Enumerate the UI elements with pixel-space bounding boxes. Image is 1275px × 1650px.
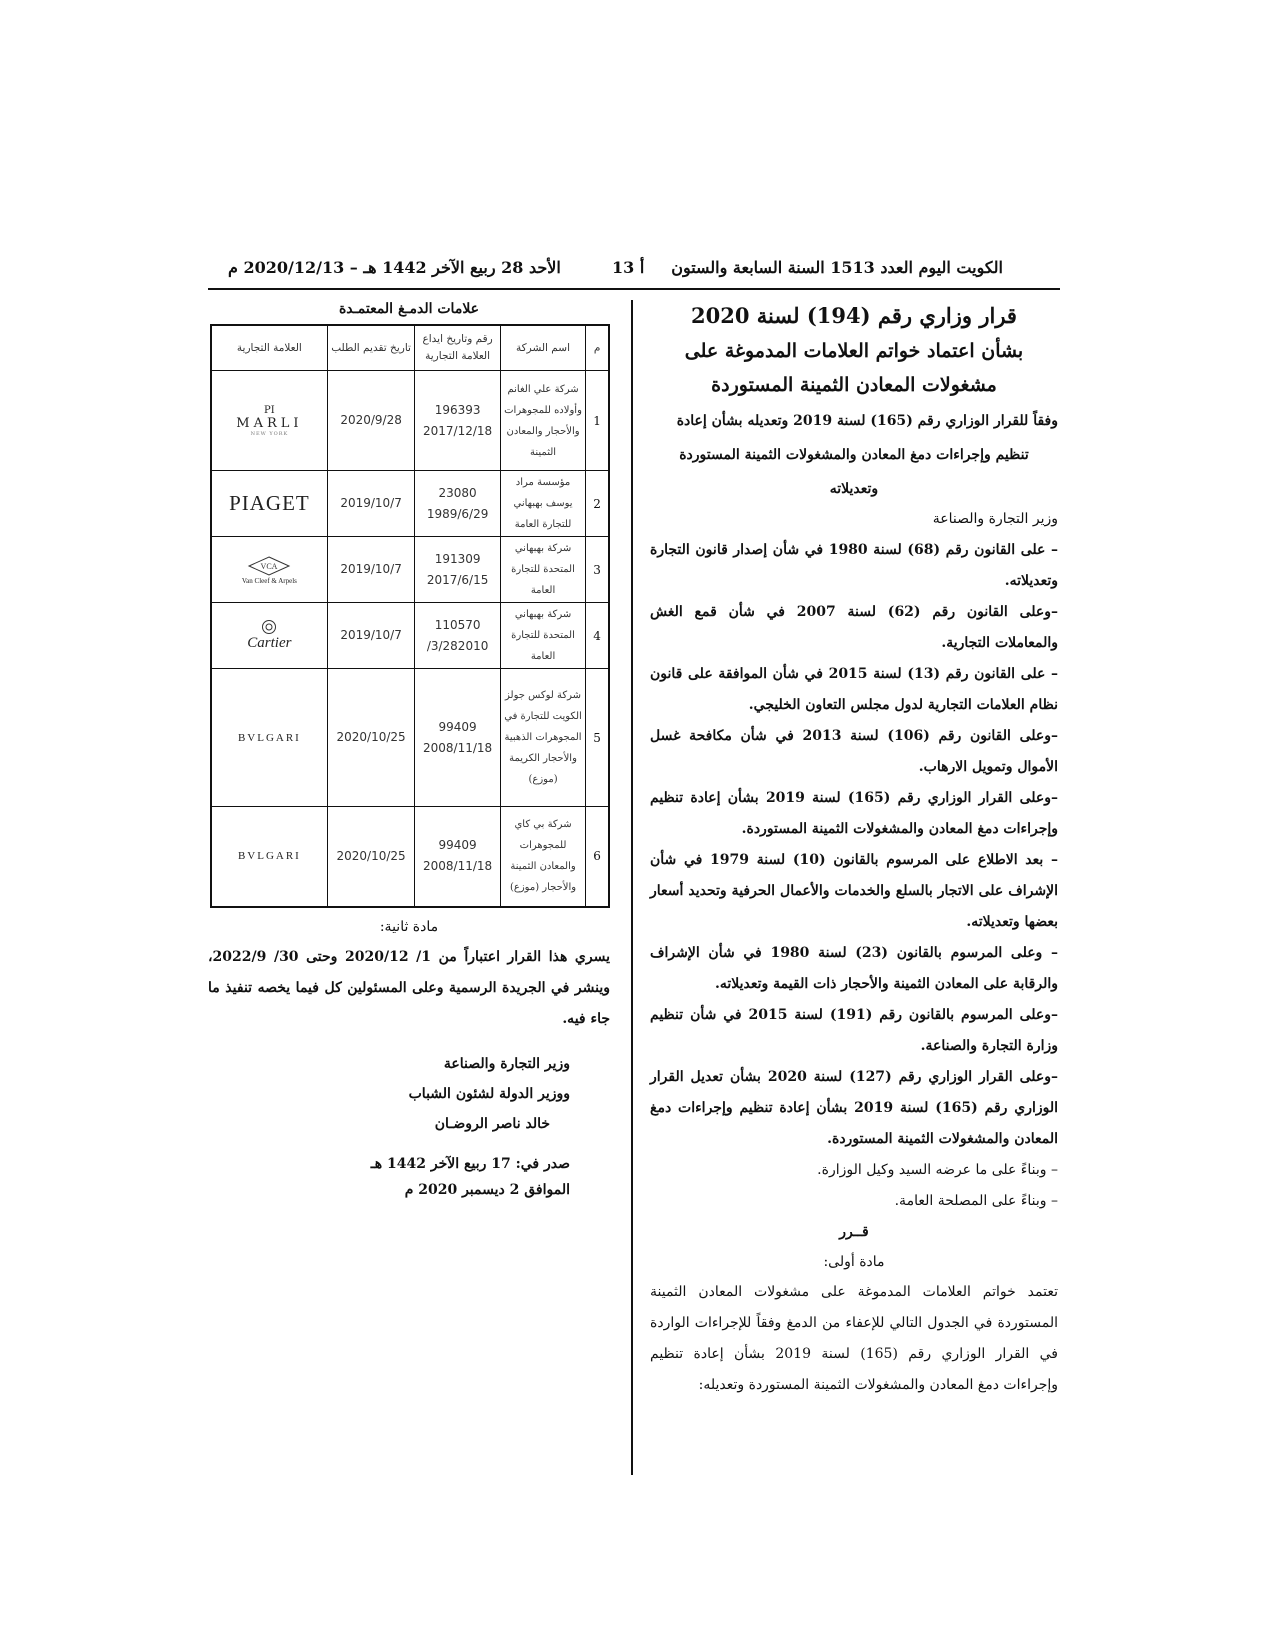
application-date: 2020/9/28: [327, 371, 415, 471]
application-date: 2019/10/7: [327, 471, 415, 537]
header-registration: رقم وتاريخ ايداع العلامة التجارية: [415, 325, 500, 371]
table-row: [211, 669, 609, 807]
issued-hijri: صدر في: 17 ربيع الآخر 1442 هـ: [370, 1155, 570, 1172]
recital: – بعد الاطلاع على المرسوم بالقانون (10) لسنة 1979 في شأن الإشراف على الاتجار بالسلع والخدمات والأعمال الحرفية وتحديد أسعار بعضها وتعديلاته.: [650, 852, 1059, 930]
row-number: 3: [586, 537, 609, 603]
article-1-text: تعتمد خواتم العلامات المدموغة على مشغولات المعادن الثمينة المستوردة في الجدول التالي للإعفاء من الدمغ وفقاً للإجراءات الواردة في القرار الوزاري رقم (165) لسنة 2019 بشأن إعادة تنظيم وإجراءات دمغ المعادن والمشغولات الثمينة المستوردة وتعديله:: [650, 1284, 1058, 1393]
cartier-emblem-icon: [260, 619, 278, 635]
registration-number: 99409: [438, 719, 477, 734]
recital: –وعلى القرار الوزاري رقم (165) لسنة 2019 بشأن إعادة تنظيم وإجراءات دمغ المعادن والمشغولات الثمينة المستوردة.: [650, 790, 1059, 837]
marli-logo-sub: NEW YORK: [250, 430, 289, 437]
application-date: 2020/10/25: [327, 669, 415, 807]
registration-number: 23080: [438, 485, 477, 500]
issued-gregorian: الموافق 2 ديسمبر 2020 م: [404, 1181, 570, 1198]
recital: – وبناءً على المصلحة العامة.: [894, 1193, 1058, 1209]
signatory-name: خالد ناصر الروضـان: [434, 1115, 550, 1132]
signature-line-2: ووزير الدولة لشئون الشباب: [408, 1085, 570, 1102]
svg-text:VCA: VCA: [260, 561, 278, 571]
header-issue-info: الكويت اليوم العدد 1513 السنة السابعة والستون: [671, 258, 1003, 277]
company-name: شركة بهبهاني المتحدة للتجارة العامة: [500, 537, 585, 603]
approved-marks-table: [210, 324, 610, 908]
header-date: الأحد 28 ربيع الآخر 1442 هـ – 2020/12/13 م: [228, 258, 561, 277]
row-number: 1: [586, 371, 609, 471]
company-name: شركة علي الغانم وأولاده للمجوهرات والأحجار والمعادن الثمينة: [500, 371, 585, 471]
recital: – وعلى المرسوم بالقانون (23) لسنة 1980 في شأن الإشراف والرقابة على المعادن الثمينة والأحجار ذات القيمة وتعديلاته.: [650, 945, 1059, 992]
registration-date: 2017/6/15: [426, 572, 489, 587]
registration-number: 196393: [434, 402, 481, 417]
registration-info: [415, 537, 500, 603]
cartier-logo-text: Cartier: [247, 635, 292, 651]
preamble-line-1: وفقاً للقرار الوزاري رقم (165) لسنة 2019 وتعديله بشأن إعادة: [676, 413, 1058, 429]
table-row: [211, 807, 609, 907]
minister-title: وزير التجارة والصناعة: [932, 511, 1058, 527]
header-num: م: [586, 325, 609, 371]
bvlgari-logo: [213, 732, 326, 744]
decision-title: قرار وزاري رقم (194) لسنة 2020: [691, 303, 1017, 328]
table-row: [211, 371, 609, 471]
company-name: شركة بهبهاني المتحدة للتجارة العامة: [500, 603, 585, 669]
registration-info: [415, 471, 500, 537]
registration-number: 99409: [438, 838, 477, 853]
header-trademark: العلامة التجارية: [211, 325, 327, 371]
article-2-title: مادة ثانية:: [379, 918, 439, 935]
company-name: شركة بي كاي للمجوهرات والمعادن الثمينة والأحجار (موزع): [500, 807, 585, 907]
header-rule: [208, 288, 1060, 290]
table-column: [208, 298, 610, 1203]
row-number: 6: [586, 807, 609, 907]
registration-date: 2008/11/18: [423, 859, 493, 874]
article-1-title: مادة أولى:: [823, 1254, 885, 1270]
registration-info: [415, 669, 500, 807]
header-page-number: أ 13: [612, 258, 645, 277]
application-date: 2019/10/7: [327, 537, 415, 603]
article-2-text: يسري هذا القرار اعتباراً من 1/ 2020/12 وحتى 30/ 2022/9، وينشر في الجريدة الرسمية وعلى المسئولين كل فيما يخصه تنفيذ ما جاء فيه.: [208, 948, 610, 1027]
registration-number: 110570: [434, 617, 481, 632]
row-number: 4: [586, 603, 609, 669]
piaget-logo: [213, 491, 326, 516]
recital: – على القانون رقم (68) لسنة 1980 في شأن إصدار قانون التجارة وتعديلاته.: [650, 542, 1059, 589]
recital: –وعلى القرار الوزاري رقم (127) لسنة 2020 بشأن تعديل القرار الوزاري رقم (165) لسنة 2019 بشأن إعادة تنظيم وإجراءات دمغ المعادن والمشغولات الثمينة المستوردة.: [650, 1069, 1058, 1147]
trademark-cell: [211, 371, 327, 471]
recital: – على القانون رقم (13) لسنة 2015 في شأن الموافقة على قانون نظام العلامات التجارية لدول مجلس التعاون الخليجي.: [650, 666, 1059, 713]
table-title: علامات الدمـغ المعتمـدة: [338, 301, 480, 317]
marli-logo-top: PI: [264, 404, 275, 416]
bvlgari-logo: [213, 850, 326, 862]
company-name: مؤسسة مراد يوسف بهبهاني للتجارة العامة: [500, 471, 585, 537]
signature-line-1: وزير التجارة والصناعة: [443, 1055, 570, 1072]
registration-info: [415, 371, 500, 471]
registration-date: 2017/12/18: [423, 423, 493, 438]
decision-subject-line-2: مشغولات المعادن الثمينة المستوردة: [711, 374, 997, 396]
trademark-cell: [211, 669, 327, 807]
header-application-date: تاريخ تقديم الطلب: [327, 325, 415, 371]
preamble-line-3: وتعديلاته: [829, 481, 879, 497]
recital: –وعلى القانون رقم (106) لسنة 2013 في شأن مكافحة غسل الأموال وتمويل الارهاب.: [650, 728, 1058, 775]
registration-info: [415, 807, 500, 907]
preamble-line-2: تنظيم وإجراءات دمغ المعادن والمشغولات الثمينة المستوردة: [679, 447, 1029, 463]
van-cleef-emblem-icon: [247, 555, 291, 577]
header-company: اسم الشركة: [500, 325, 585, 371]
registration-info: [415, 603, 500, 669]
cartier-logo: [213, 619, 326, 652]
issue-date-block: [208, 1151, 610, 1203]
column-divider: [631, 300, 633, 1475]
registration-date: 1989/6/29: [426, 506, 489, 521]
company-name: شركة لوكس جولز الكويت للتجارة في المجوهرات الذهبية والأحجار الكريمة (موزع): [500, 669, 585, 807]
table-header-row: [211, 325, 609, 371]
signature-block: [208, 1049, 610, 1139]
application-date: 2020/10/25: [327, 807, 415, 907]
table-row: [211, 603, 609, 669]
piaget-logo-text: PIAGET: [229, 491, 310, 515]
van-cleef-logo: [213, 555, 326, 585]
registration-date: 2008/11/18: [423, 740, 493, 755]
marli-logo: [213, 405, 326, 437]
marli-logo-text: MARLI: [236, 415, 303, 431]
bvlgari-logo-text: BVLGARI: [237, 731, 301, 744]
trademark-cell: [211, 603, 327, 669]
decision-subject-line-1: بشأن اعتماد خواتم العلامات المدموغة على: [684, 340, 1024, 362]
trademark-cell: [211, 807, 327, 907]
row-number: 5: [586, 669, 609, 807]
table-row: [211, 471, 609, 537]
recital: –وعلى القانون رقم (62) لسنة 2007 في شأن قمع الغش والمعاملات التجارية.: [650, 604, 1058, 651]
application-date: 2019/10/7: [327, 603, 415, 669]
table-row: [211, 537, 609, 603]
recital: – وبناءً على ما عرضه السيد وكيل الوزارة.: [817, 1162, 1058, 1178]
registration-number: 191309: [434, 551, 481, 566]
decision-column: [650, 298, 1058, 1401]
van-cleef-logo-text: Van Cleef & Arpels: [241, 576, 297, 585]
row-number: 2: [586, 471, 609, 537]
bvlgari-logo-text: BVLGARI: [237, 850, 301, 863]
decided-heading: قــرر: [839, 1224, 869, 1240]
trademark-cell: [211, 537, 327, 603]
registration-date: 3/282010/: [426, 638, 489, 653]
recital: –وعلى المرسوم بالقانون رقم (191) لسنة 2015 في شأن تنظيم وزارة التجارة والصناعة.: [650, 1007, 1058, 1054]
trademark-cell: [211, 471, 327, 537]
